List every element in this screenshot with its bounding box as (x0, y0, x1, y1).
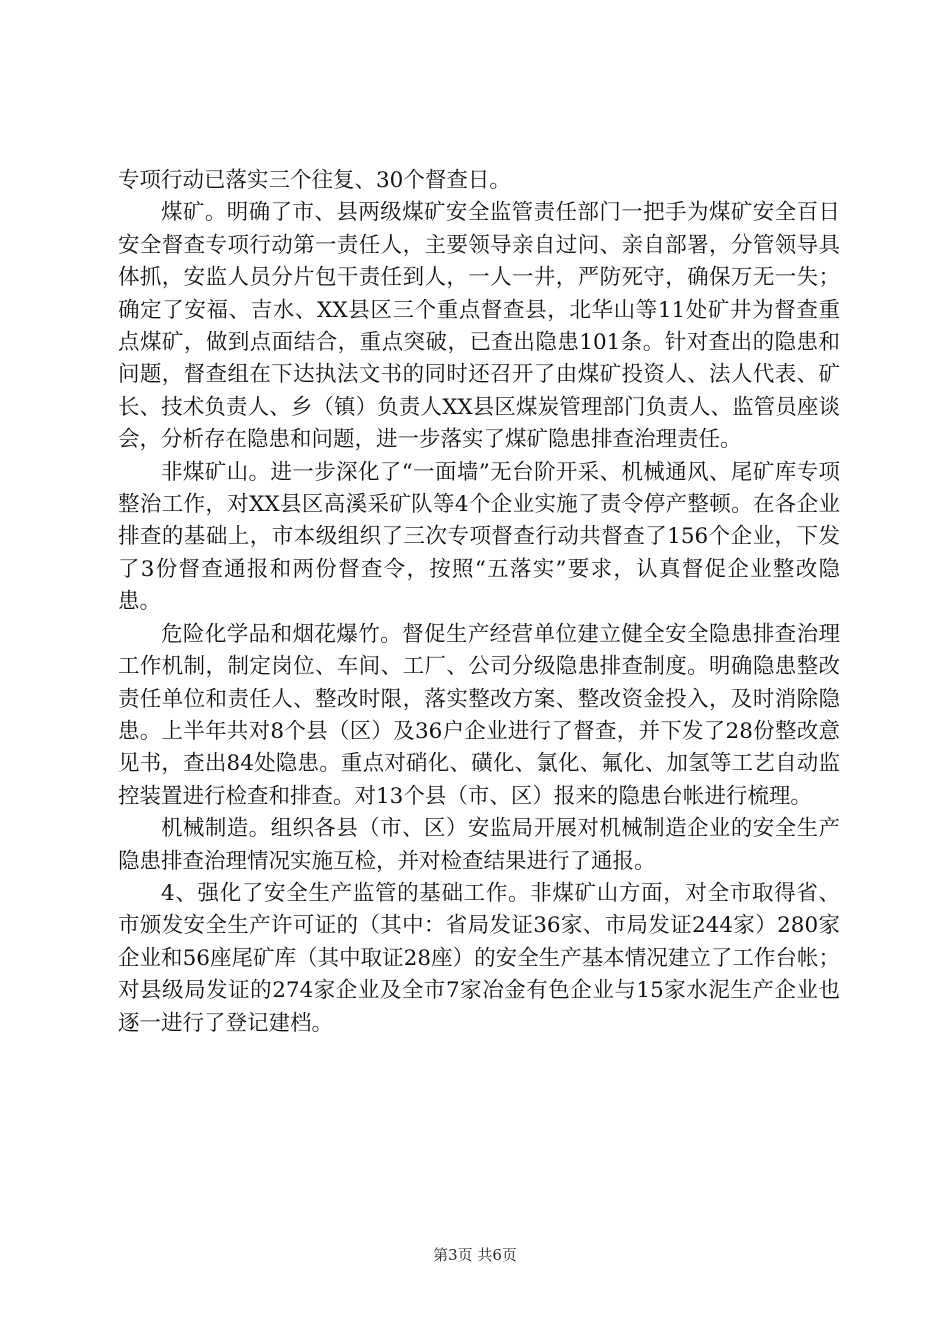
paragraph-non-coal-mine: 非煤矿山。进一步深化了“一面墙”无台阶开采、机械通风、尾矿库专项整治工作，对XX县区高溪采矿队等4个企业实施了责令停产整顿。在各企业排查的基础上，市本级组织了三次专项督查行动共督查了156个企业，下发了3份督查通报和两份督查令，按照“五落实”要求，认真督促企业整改隐患。 (118, 459, 840, 615)
paragraph-coal-mine: 煤矿。明确了市、县两级煤矿安全监管责任部门一把手为煤矿安全百日安全督查专项行动第一责任人，主要领导亲自过问、亲自部署，分管领导具体抓，安监人员分片包干责任到人，一人一井，严防死守，确保万无一失；确定了安福、吉水、XX县区三个重点督查县，北华山等11处矿井为督查重点煤矿，做到点面结合，重点突破，已查出隐患101条。针对查出的隐患和问题，督查组在下达执法文书的同时还召开了由煤矿投资人、法人代表、矿长、技术负责人、乡（镇）负责人XX县区煤炭管理部门负责人、监管员座谈会，分析存在隐患和问题，进一步落实了煤矿隐患排查治理责任。 (118, 200, 840, 453)
paragraph-continuation: 专项行动已落实三个往复、30个督查日。 (118, 168, 511, 193)
document-body (118, 165, 840, 1040)
paragraph-machinery: 机械制造。组织各县（市、区）安监局开展对机械制造企业的安全生产隐患排查治理情况实施互检，并对检查结果进行了通报。 (118, 816, 840, 874)
paragraph-basic-work: 4、强化了安全生产监管的基础工作。非煤矿山方面，对全市取得省、市颁发安全生产许可证的（其中：省局发证36家、市局发证244家）280家企业和56座尾矿库（其中取证28座）的安全生产基本情况建立了工作台帐；对县级局发证的274家企业及全市7家冶金有色企业与15家水泥生产企业也逐一进行了登记建档。 (118, 880, 840, 1036)
paragraph-hazardous-chemicals: 危险化学品和烟花爆竹。督促生产经营单位建立健全安全隐患排查治理工作机制，制定岗位、车间、工厂、公司分级隐患排查制度。明确隐患整改责任单位和责任人、整改时限，落实整改方案、整改资金投入，及时消除隐患。上半年共对8个县（区）及36户企业进行了督查，并下发了28份整改意见书，查出84处隐患。重点对硝化、磺化、氯化、氟化、加氢等工艺自动监控装置进行检查和排查。对13个县（市、区）报来的隐患台帐进行梳理。 (118, 621, 840, 809)
page-footer: 第3页 共6页 (433, 1246, 517, 1264)
